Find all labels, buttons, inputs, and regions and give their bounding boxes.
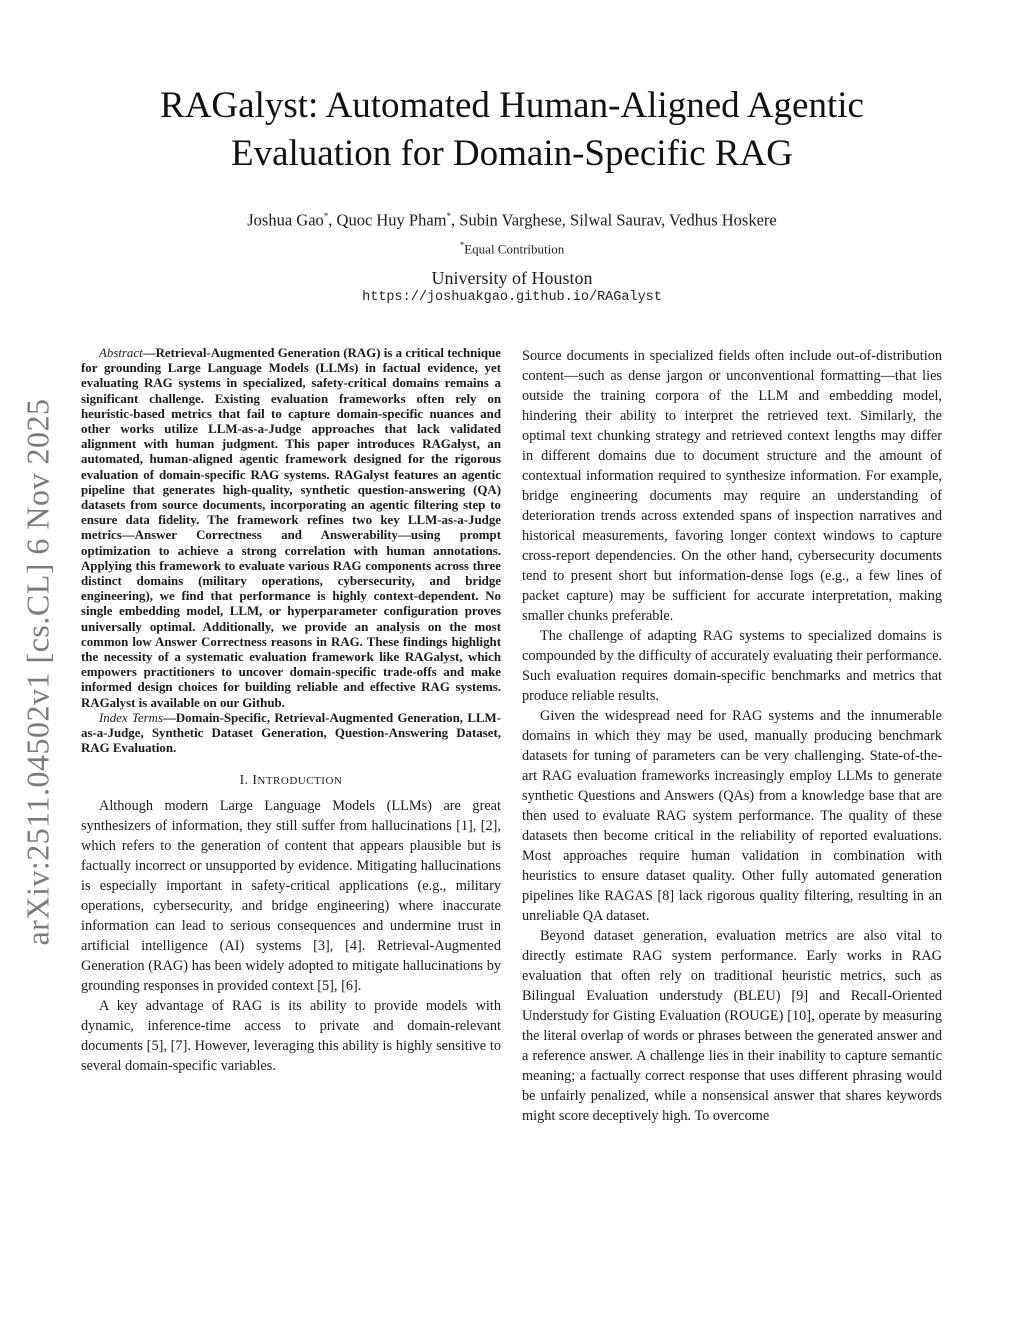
equal-contribution-mark-1: * [323, 211, 329, 221]
author-2: Quoc Huy Pham [336, 210, 447, 230]
left-column [81, 346, 501, 1076]
contribution-note-text: Equal Contribution [464, 240, 565, 256]
index-terms-text: Domain-Specific, Retrieval-Augmented Generation, LLM-as-a-Judge, Synthetic Dataset Generation, Question-Answering Dataset, RAG Evaluation. [81, 710, 501, 756]
right-column [522, 346, 942, 1126]
body-paragraph-3: Given the widespread need for RAG systems and the innumerable domains in which they may be used, manually producing benchmark datasets for tuning of parameters can be very challenging. State-of-the-art RAG evaluation frameworks increasingly employ LLMs to generate synthetic Questions and Answers (QAs) from a knowledge base that are then used to evaluate RAG system performance. The quality of these datasets then become critical in the reliability of reported evaluations. Most approaches require human validation in combination with heuristics to ensure dataset quality. Other fully automated generation pipelines like RAGAS [8] lack rigorous quality filtering, resulting in an unreliable QA dataset. [522, 708, 942, 924]
other-authors: Subin Varghese, Silwal Saurav, Vedhus Hoskere [459, 210, 777, 230]
intro-paragraph-2: A key advantage of RAG is its ability to provide models with dynamic, inference-time access to private and domain-relevant documents [5], [7]. However, leveraging this ability is highly sensitive to several domain-specific variables. [81, 998, 501, 1075]
author-1: Joshua Gao [247, 210, 324, 230]
section-title-rest: NTRODUCTION [257, 775, 343, 788]
intro-paragraph-1: Although modern Large Language Models (LLMs) are great synthesizers of information, they still suffer from hallucinations [1], [2], which refers to the generation of content that appears plausible but is factually incorrect or unsupported by evidence. Mitigating hallucinations is especially important in safety-critical applications (e.g., military operations, cybersecurity, and bridge engineering) where inaccurate information can lead to serious consequences and undermine trust in artificial intelligence (AI) systems [3], [4]. Retrieval-Augmented Generation (RAG) has been widely adopted to mitigate hallucinations by grounding responses in provided context [5], [6]. [81, 798, 501, 995]
section-numeral: I. [239, 772, 253, 788]
affiliation: University of Houston [431, 267, 593, 288]
body-paragraph-1: Source documents in specialized fields often include out-of-distribution content—such as dense jargon or unconventional formatting—that lies outside the training corpora of the LLM and embedding model, hindering their ability to interpret the retrieved text. Similarly, the optimal text chunking strategy and retrieved context lengths may differ in different domains due to document structure and the amount of contextual information required to synthesize information. For example, bridge engineering documents may require an understanding of deterioration trends across extended spans of inspection narratives and historical measurements, favoring longer context windows to capture cross-report dependencies. On the other hand, cybersecurity documents tend to present short but information-dense logs (e.g., a few lines of packet capture) may be sufficient for accurate interpretation, making smaller chunks preferable. [522, 348, 942, 624]
paper-title [0, 82, 1024, 178]
paper-title-line-1: RAGalyst: Automated Human-Aligned Agentic [160, 85, 864, 126]
abstract: Abstract—Retrieval-Augmented Generation (RAG) is a critical technique for grounding Large Language Models (LLMs) in factual evidence, yet evaluating RAG systems in specialized, safety-critical domains remains a significant challenge. Existing evaluation frameworks often rely on heuristic-based metrics that fail to capture domain-specific nuances and other works utilize LLM-as-a-Judge approaches that lack validated alignment with human judgment. This paper introduces RAGalyst, an automated, human-aligned agentic framework designed for the rigorous evaluation of domain-specific RAG systems. RAGalyst features an agentic pipeline that generates high-quality, synthetic question-answering (QA) datasets from source documents, incorporating an agentic filtering step to ensure data fidelity. The framework refines two key LLM-as-a-Judge metrics—Answer Correctness and Answerability—using prompt optimization to achieve a strong correlation with human annotations. Applying this framework to evaluate various RAG components across three distinct domains (military operations, cybersecurity, and bridge engineering), we find that performance is highly context-dependent. No single embedding model, LLM, or hyperparameter configuration proves universally optimal. Additionally, we provide an analysis on the most common low Answer Correctness reasons in RAG. These findings highlight the necessity of a systematic evaluation framework like RAGalyst, which empowers practitioners to uncover domain-specific trade-offs and make informed design choices for building reliable and effective RAG systems. RAGalyst is available on our Github. [81, 346, 501, 710]
contribution-note [0, 236, 1024, 258]
arxiv-identifier-text: arXiv:2511.04502v1 [cs.CL] 6 Nov 2025 [19, 398, 56, 946]
abstract-text: Retrieval-Augmented Generation (RAG) is a critical technique for grounding Large Language Models (LLMs) in factual evidence, yet evaluating RAG systems in specialized, safety-critical domains remains a significant challenge. Existing evaluation frameworks often rely on heuristic-based metrics that fail to capture domain-specific nuances and other works utilize LLM-as-a-Judge approaches that lack validated alignment with human judgment. This paper introduces RAGalyst, an automated, human-aligned agentic framework designed for the rigorous evaluation of domain-specific RAG systems. RAGalyst features an agentic pipeline that generates high-quality, synthetic question-answering (QA) datasets from source documents, incorporating an agentic filtering step to ensure data fidelity. The framework refines two key LLM-as-a-Judge metrics—Answer Correctness and Answerability—using prompt optimization to achieve a strong correlation with human annotations. Applying this framework to evaluate various RAG components across three distinct domains (military operations, cybersecurity, and bridge engineering), we find that performance is highly context-dependent. No single embedding model, LLM, or hyperparameter configuration proves universally optimal. Additionally, we provide an analysis on the most common low Answer Correctness reasons in RAG. These findings highlight the necessity of a systematic evaluation framework like RAGalyst, which empowers practitioners to uncover domain-specific trade-offs and make informed design choices for building reliable and effective RAG systems. RAGalyst is available on our Github. [81, 346, 501, 710]
index-terms: Index Terms—Domain-Specific, Retrieval-Augmented Generation, LLM-as-a-Judge, Synthetic Dataset Generation, Question-Answering Dataset, RAG Evaluation. [81, 710, 501, 756]
project-url[interactable]: https://joshuakgao.github.io/RAGalyst [362, 289, 662, 305]
paper-header [0, 82, 1024, 306]
section-heading-introduction [81, 772, 501, 788]
section-title-cap: I [252, 772, 258, 788]
contribution-note-mark: * [459, 239, 465, 250]
author-list: Joshua Gao*, Quoc Huy Pham*, Subin Varghese, Silwal Saurav, Vedhus Hoskere [247, 210, 777, 230]
equal-contribution-mark-2: * [446, 211, 452, 221]
body-paragraph-4: Beyond dataset generation, evaluation metrics are also vital to directly estimate RAG system performance. Early works in RAG evaluation that often rely on traditional heuristic metrics, such as Bilingual Evaluation understudy (BLEU) [9] and Recall-Oriented Understudy for Gisting Evaluation (ROUGE) [10], operate by measuring the literal overlap of words or phrases between the generated answer and a reference answer. A challenge lies in their inability to capture semantic meaning; a factually correct response that uses different phrasing would be unfairly penalized, while a nonsensical answer that shares keywords might score deceptively high. To overcome [522, 928, 942, 1124]
index-terms-label: Index Terms [99, 710, 163, 725]
abstract-label: Abstract [99, 346, 143, 360]
body-paragraph-2: The challenge of adapting RAG systems to specialized domains is compounded by the difficulty of accurately evaluating their performance. Such evaluation requires domain-specific benchmarks and metrics that produce reliable results. [522, 628, 942, 704]
arxiv-identifier [18, 372, 58, 972]
paper-title-line-2: Evaluation for Domain-Specific RAG [230, 133, 794, 174]
